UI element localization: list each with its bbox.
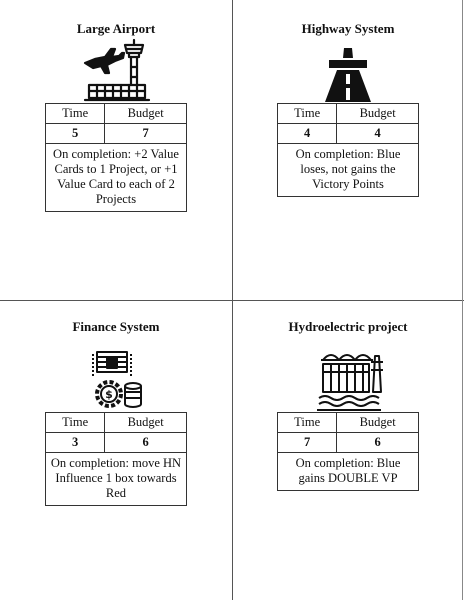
completion-text: On completion: move HN Influence 1 box towards Red	[46, 453, 187, 506]
budget-header: Budget	[105, 104, 187, 124]
finance-icon	[81, 348, 151, 414]
time-header: Time	[46, 104, 105, 124]
time-value: 4	[278, 124, 337, 144]
budget-value: 6	[337, 433, 419, 453]
budget-value: 7	[105, 124, 187, 144]
svg-text:$: $	[105, 388, 113, 401]
time-header: Time	[278, 104, 337, 124]
airport-icon	[81, 37, 151, 103]
project-card-hydroelectric-project	[232, 300, 464, 600]
card-title: Large Airport	[76, 21, 156, 36]
budget-value: 6	[105, 433, 187, 453]
time-header: Time	[278, 413, 337, 433]
card-title: Finance System	[72, 319, 160, 334]
card-stats-table	[45, 103, 187, 212]
card-stats-table	[277, 412, 419, 491]
card-title: Highway System	[301, 21, 395, 36]
time-value: 3	[46, 433, 105, 453]
completion-text: On completion: +2 Value Cards to 1 Project, or +1 Value Card to each of 2 Projects	[46, 144, 187, 212]
card-title: Hydroelectric project	[288, 319, 408, 334]
project-card-large-airport	[0, 0, 232, 300]
budget-value: 4	[337, 124, 419, 144]
time-value: 7	[278, 433, 337, 453]
card-stats-table	[45, 412, 187, 506]
budget-header: Budget	[337, 413, 419, 433]
time-header: Time	[46, 413, 105, 433]
project-card-finance-system	[0, 300, 232, 600]
time-value: 5	[46, 124, 105, 144]
completion-text: On completion: Blue loses, not gains the Victory Points	[278, 144, 419, 197]
budget-header: Budget	[337, 104, 419, 124]
budget-header: Budget	[105, 413, 187, 433]
project-card-highway-system	[232, 0, 464, 300]
card-stats-table	[277, 103, 419, 197]
highway-icon	[313, 40, 383, 106]
hydroelectric-dam-icon	[313, 346, 383, 412]
completion-text: On completion: Blue gains DOUBLE VP	[278, 453, 419, 491]
